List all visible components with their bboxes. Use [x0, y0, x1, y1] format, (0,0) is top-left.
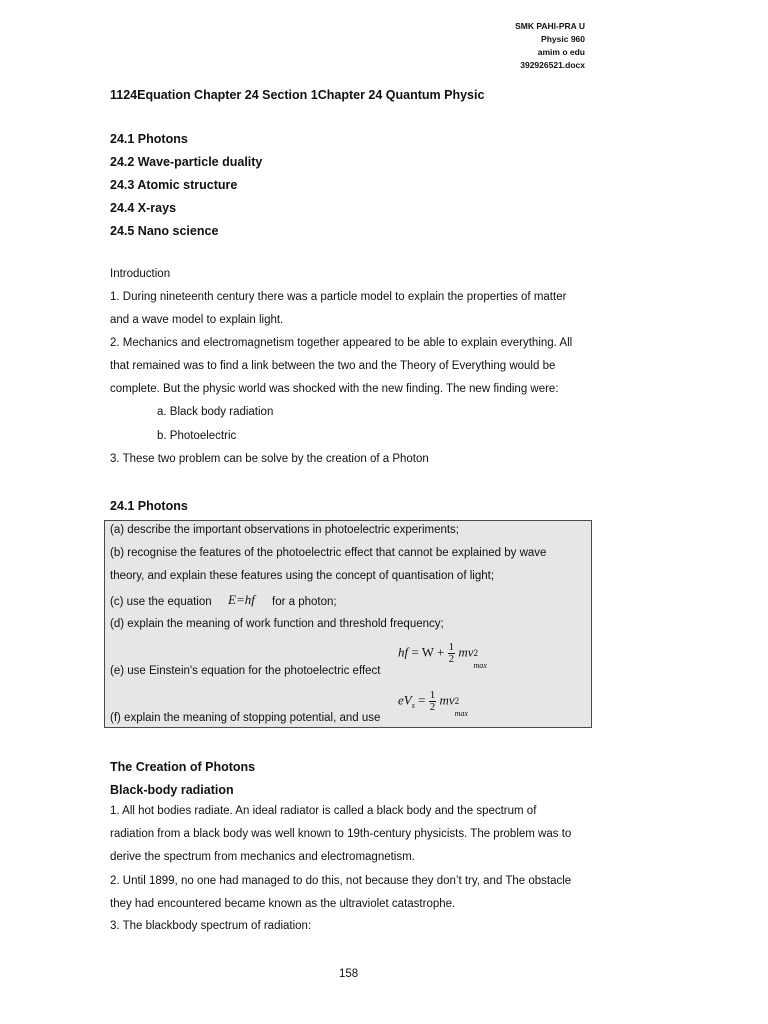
objective-b-continued: theory, and explain these features using the concept of quantisation of light;	[110, 570, 495, 582]
intro-paragraph-line: that remained was to find a link between the two and the Theory of Everything would be	[110, 360, 556, 372]
superscript: 2	[454, 696, 460, 707]
intro-paragraph-line: and a wave model to explain light.	[110, 314, 284, 326]
section-heading: 24.1 Photons	[110, 499, 188, 513]
toc-item: 24.1 Photons	[110, 132, 188, 146]
equation-term: eV	[398, 692, 412, 708]
intro-paragraph-line: complete. But the physic world was shocked with the new finding. The new finding were:	[110, 383, 559, 395]
header-subject: Physic 960	[541, 34, 585, 44]
subscript: max	[473, 661, 487, 671]
equation-term: mv	[458, 644, 474, 660]
paragraph-line: derive the spectrum from mechanics and electromagnetism.	[110, 851, 415, 863]
section-heading: The Creation of Photons	[110, 760, 256, 774]
intro-paragraph-line: 1. During nineteenth century there was a particle model to explain the properties of matter	[110, 291, 567, 303]
objective-c-suffix: for a photon;	[272, 596, 337, 608]
objective-d: (d) explain the meaning of work function and threshold frequency;	[110, 618, 444, 630]
subscript: s	[411, 701, 415, 711]
stopping-potential-equation: $eV_s$ = $\frac{1}{2}$ mv 2 max	[398, 689, 468, 719]
header-filename: 392926521.docx	[520, 60, 585, 70]
subsection-heading: Black-body radiation	[110, 783, 234, 797]
superscript: 2	[473, 648, 479, 659]
fraction-denominator: 2	[448, 653, 455, 665]
einstein-equation	[398, 641, 492, 671]
objective-e: (e) use Einstein's equation for the photoelectric effect	[110, 665, 381, 677]
toc-item: 24.3 Atomic structure	[110, 178, 238, 192]
subscript: max	[454, 709, 468, 719]
fraction-numerator: 1	[429, 689, 436, 701]
photon-energy-equation: E=hf	[228, 592, 255, 607]
fraction-denominator: 2	[429, 701, 436, 713]
objective-f: (f) explain the meaning of stopping potential, and use	[110, 712, 381, 724]
document-header	[515, 20, 585, 72]
page-number: 158	[339, 968, 359, 980]
half-fraction	[448, 642, 456, 665]
header-author: amim o edu	[537, 47, 585, 57]
paragraph-line: 1. All hot bodies radiate. An ideal radiator is called a black body and the spectrum of	[110, 805, 537, 817]
intro-paragraph-line: 3. These two problem can be solve by the creation of a Photon	[110, 453, 429, 465]
toc-item: 24.4 X-rays	[110, 201, 177, 215]
equation-term: = W +	[411, 644, 445, 660]
paragraph-line: radiation from a black body was well known to 19th-century physicists. The problem was to	[110, 828, 572, 840]
intro-paragraph-line: 2. Mechanics and electromagnetism together appeared to be able to explain everything. All	[110, 337, 573, 349]
paragraph-line: 2. Until 1899, no one had managed to do this, not because they don’t try, and The obstacle	[110, 875, 572, 887]
paragraph-line: 3. The blackbody spectrum of radiation:	[110, 920, 312, 932]
objective-a: (a) describe the important observations in photoelectric experiments;	[110, 524, 460, 536]
paragraph-line: they had encountered became known as the ultraviolet catastrophe.	[110, 898, 456, 910]
intro-heading: Introduction	[110, 268, 171, 280]
page-title: 1124Equation Chapter 24 Section 1Chapter 24 Quantum Physic	[110, 88, 485, 102]
header-school: SMK PAHI-PRA U	[515, 21, 585, 31]
half-fraction	[429, 690, 437, 713]
fraction-numerator: 1	[448, 641, 455, 653]
intro-list-item: b. Photoelectric	[157, 430, 237, 442]
toc-item: 24.5 Nano science	[110, 224, 219, 238]
intro-list-item: a. Black body radiation	[157, 406, 274, 418]
equation-term: hf	[398, 644, 409, 660]
equation-term: mv	[439, 692, 455, 708]
toc-item: 24.2 Wave-particle duality	[110, 155, 263, 169]
objective-c-prefix: (c) use the equation	[110, 596, 212, 608]
objective-b: (b) recognise the features of the photoelectric effect that cannot be explained by wave	[110, 547, 547, 559]
